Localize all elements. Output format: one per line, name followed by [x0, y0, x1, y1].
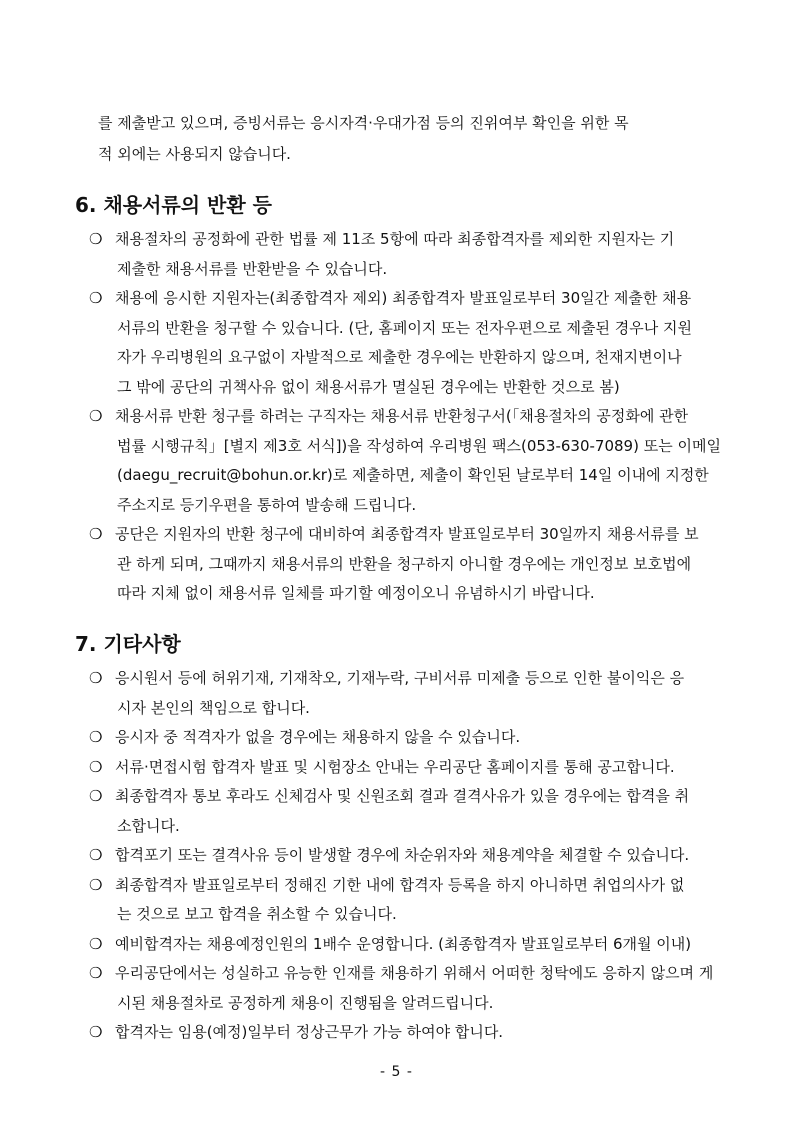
circle-bullet-icon: ❍ — [89, 289, 103, 307]
circle-bullet-icon: ❍ — [89, 964, 103, 982]
bullet-item — [75, 1018, 725, 1048]
bullet-item-text: 합격포기 또는 결격사유 등이 발생할 경우에 차순위자와 채용계약을 체결할 수 있습니다. — [115, 846, 690, 864]
bullet-item-text: 는 것으로 보고 합격을 취소할 수 있습니다. — [117, 905, 397, 923]
bullet-item — [75, 782, 725, 841]
bullet-item-text: 우리공단에서는 성실하고 유능한 인재를 채용하기 위해서 어떠한 청탁에도 응하지 않으며 게 — [115, 964, 714, 982]
bullet-item-text: 주소지로 등기우편을 통하여 발송해 드립니다. — [117, 495, 417, 514]
bullet-item-text: 따라 지체 없이 채용서류 일체를 파기할 예정이오니 유념하시기 바랍니다. — [117, 584, 595, 602]
bullet-item-text: 최종합격자 통보 후라도 신체검사 및 신원조회 결과 결격사유가 있을 경우에는 합격을 취 — [115, 787, 690, 805]
bullet-list — [75, 225, 725, 609]
bullet-item-text: 시자 본인의 책임으로 합니다. — [117, 698, 310, 717]
bullet-item-text: 서류의 반환을 청구할 수 있습니다. (단, 홈페이지 또는 전자우편으로 제출된 경우나 지원 — [117, 318, 692, 337]
bullet-item — [75, 959, 725, 1018]
bullet-item-text: 시된 채용절차로 공정하게 채용이 진행됨을 알려드립니다. — [117, 993, 494, 1012]
bullet-list — [75, 664, 725, 1048]
bullet-item-text: 관 하게 되며, 그때까지 채용서류의 반환을 청구하지 아니할 경우에는 개인정보 보호법에 — [117, 554, 692, 573]
section-document-return — [75, 187, 725, 609]
section-other-notes — [75, 626, 725, 1048]
bullet-item-text: 채용서류 반환 청구를 하려는 구직자는 채용서류 반환청구서(「채용절차의 공정화에 관한 — [115, 407, 689, 425]
circle-bullet-icon: ❍ — [89, 525, 103, 543]
bullet-item-text: 소합니다. — [117, 816, 180, 835]
bullet-item — [75, 402, 725, 520]
circle-bullet-icon: ❍ — [89, 787, 103, 805]
section-heading: 7. 기타사항 — [75, 632, 181, 656]
circle-bullet-icon: ❍ — [89, 846, 103, 864]
section-heading: 6. 채용서류의 반환 등 — [75, 193, 272, 217]
intro-line: 적 외에는 사용되지 않습니다. — [98, 145, 291, 163]
bullet-item — [75, 664, 725, 723]
bullet-item-text: 최종합격자 발표일로부터 정해진 기한 내에 합격자 등록을 하지 아니하면 취업의사가 없 — [115, 875, 685, 894]
bullet-item — [75, 520, 725, 609]
circle-bullet-icon: ❍ — [89, 875, 103, 894]
bullet-item-text: 제출한 채용서류를 반환받을 수 있습니다. — [117, 259, 388, 278]
bullet-item-text: 서류·면접시험 합격자 발표 및 시험장소 안내는 우리공단 홈페이지를 통해 공고합니다. — [115, 757, 675, 776]
bullet-item — [75, 930, 725, 960]
bullet-item-text: 예비합격자는 채용예정인원의 1배수 운영합니다. (최종합격자 발표일로부터 6개월 이내) — [115, 934, 692, 953]
bullet-item-text: 응시자 중 적격자가 없을 경우에는 채용하지 않을 수 있습니다. — [115, 728, 521, 746]
intro-line: 를 제출받고 있으며, 증빙서류는 응시자격·우대가점 등의 진위여부 확인을 위한 목 — [98, 114, 629, 132]
intro-paragraph — [78, 108, 720, 170]
bullet-item-text: 그 밖에 공단의 귀책사유 없이 채용서류가 멸실된 경우에는 반환한 것으로 봄) — [117, 377, 620, 396]
bullet-item-text: 법률 시행규칙」[별지 제3호 서식])을 작성하여 우리병원 팩스(053-630-7089) 또는 이메일 — [117, 436, 721, 455]
bullet-item — [75, 723, 725, 753]
bullet-item — [75, 225, 725, 284]
bullet-item-text: 응시원서 등에 허위기재, 기재착오, 기재누락, 구비서류 미제출 등으로 인한 불이익은 응 — [115, 669, 685, 687]
circle-bullet-icon: ❍ — [89, 728, 103, 746]
bullet-item — [75, 753, 725, 783]
bullet-item-text: 합격자는 임용(예정)일부터 정상근무가 가능 하여야 합니다. — [115, 1023, 504, 1041]
bullet-item-text: 채용절차의 공정화에 관한 법률 제 11조 5항에 따라 최종합격자를 제외한 지원자는 기 — [115, 230, 675, 248]
bullet-item-text: 채용에 응시한 지원자는(최종합격자 제외) 최종합격자 발표일로부터 30일간 제출한 채용 — [115, 289, 692, 307]
circle-bullet-icon: ❍ — [89, 230, 103, 248]
circle-bullet-icon: ❍ — [89, 669, 103, 687]
circle-bullet-icon: ❍ — [89, 407, 103, 425]
bullet-item-text: 공단은 지원자의 반환 청구에 대비하여 최종합격자 발표일로부터 30일까지 채용서류를 보 — [115, 525, 699, 543]
bullet-item-text: 자가 우리병원의 요구없이 자발적으로 제출한 경우에는 반환하지 않으며, 천재지변이나 — [117, 348, 682, 366]
bullet-item — [75, 841, 725, 871]
bullet-item — [75, 284, 725, 402]
circle-bullet-icon: ❍ — [89, 934, 103, 953]
circle-bullet-icon: ❍ — [89, 757, 103, 776]
bullet-item-text: (daegu_recruit@bohun.or.kr)로 제출하면, 제출이 확인된 날로부터 14일 이내에 지정한 — [117, 466, 709, 484]
bullet-item — [75, 871, 725, 930]
circle-bullet-icon: ❍ — [89, 1023, 103, 1041]
page-number: - 5 - — [380, 1064, 413, 1080]
